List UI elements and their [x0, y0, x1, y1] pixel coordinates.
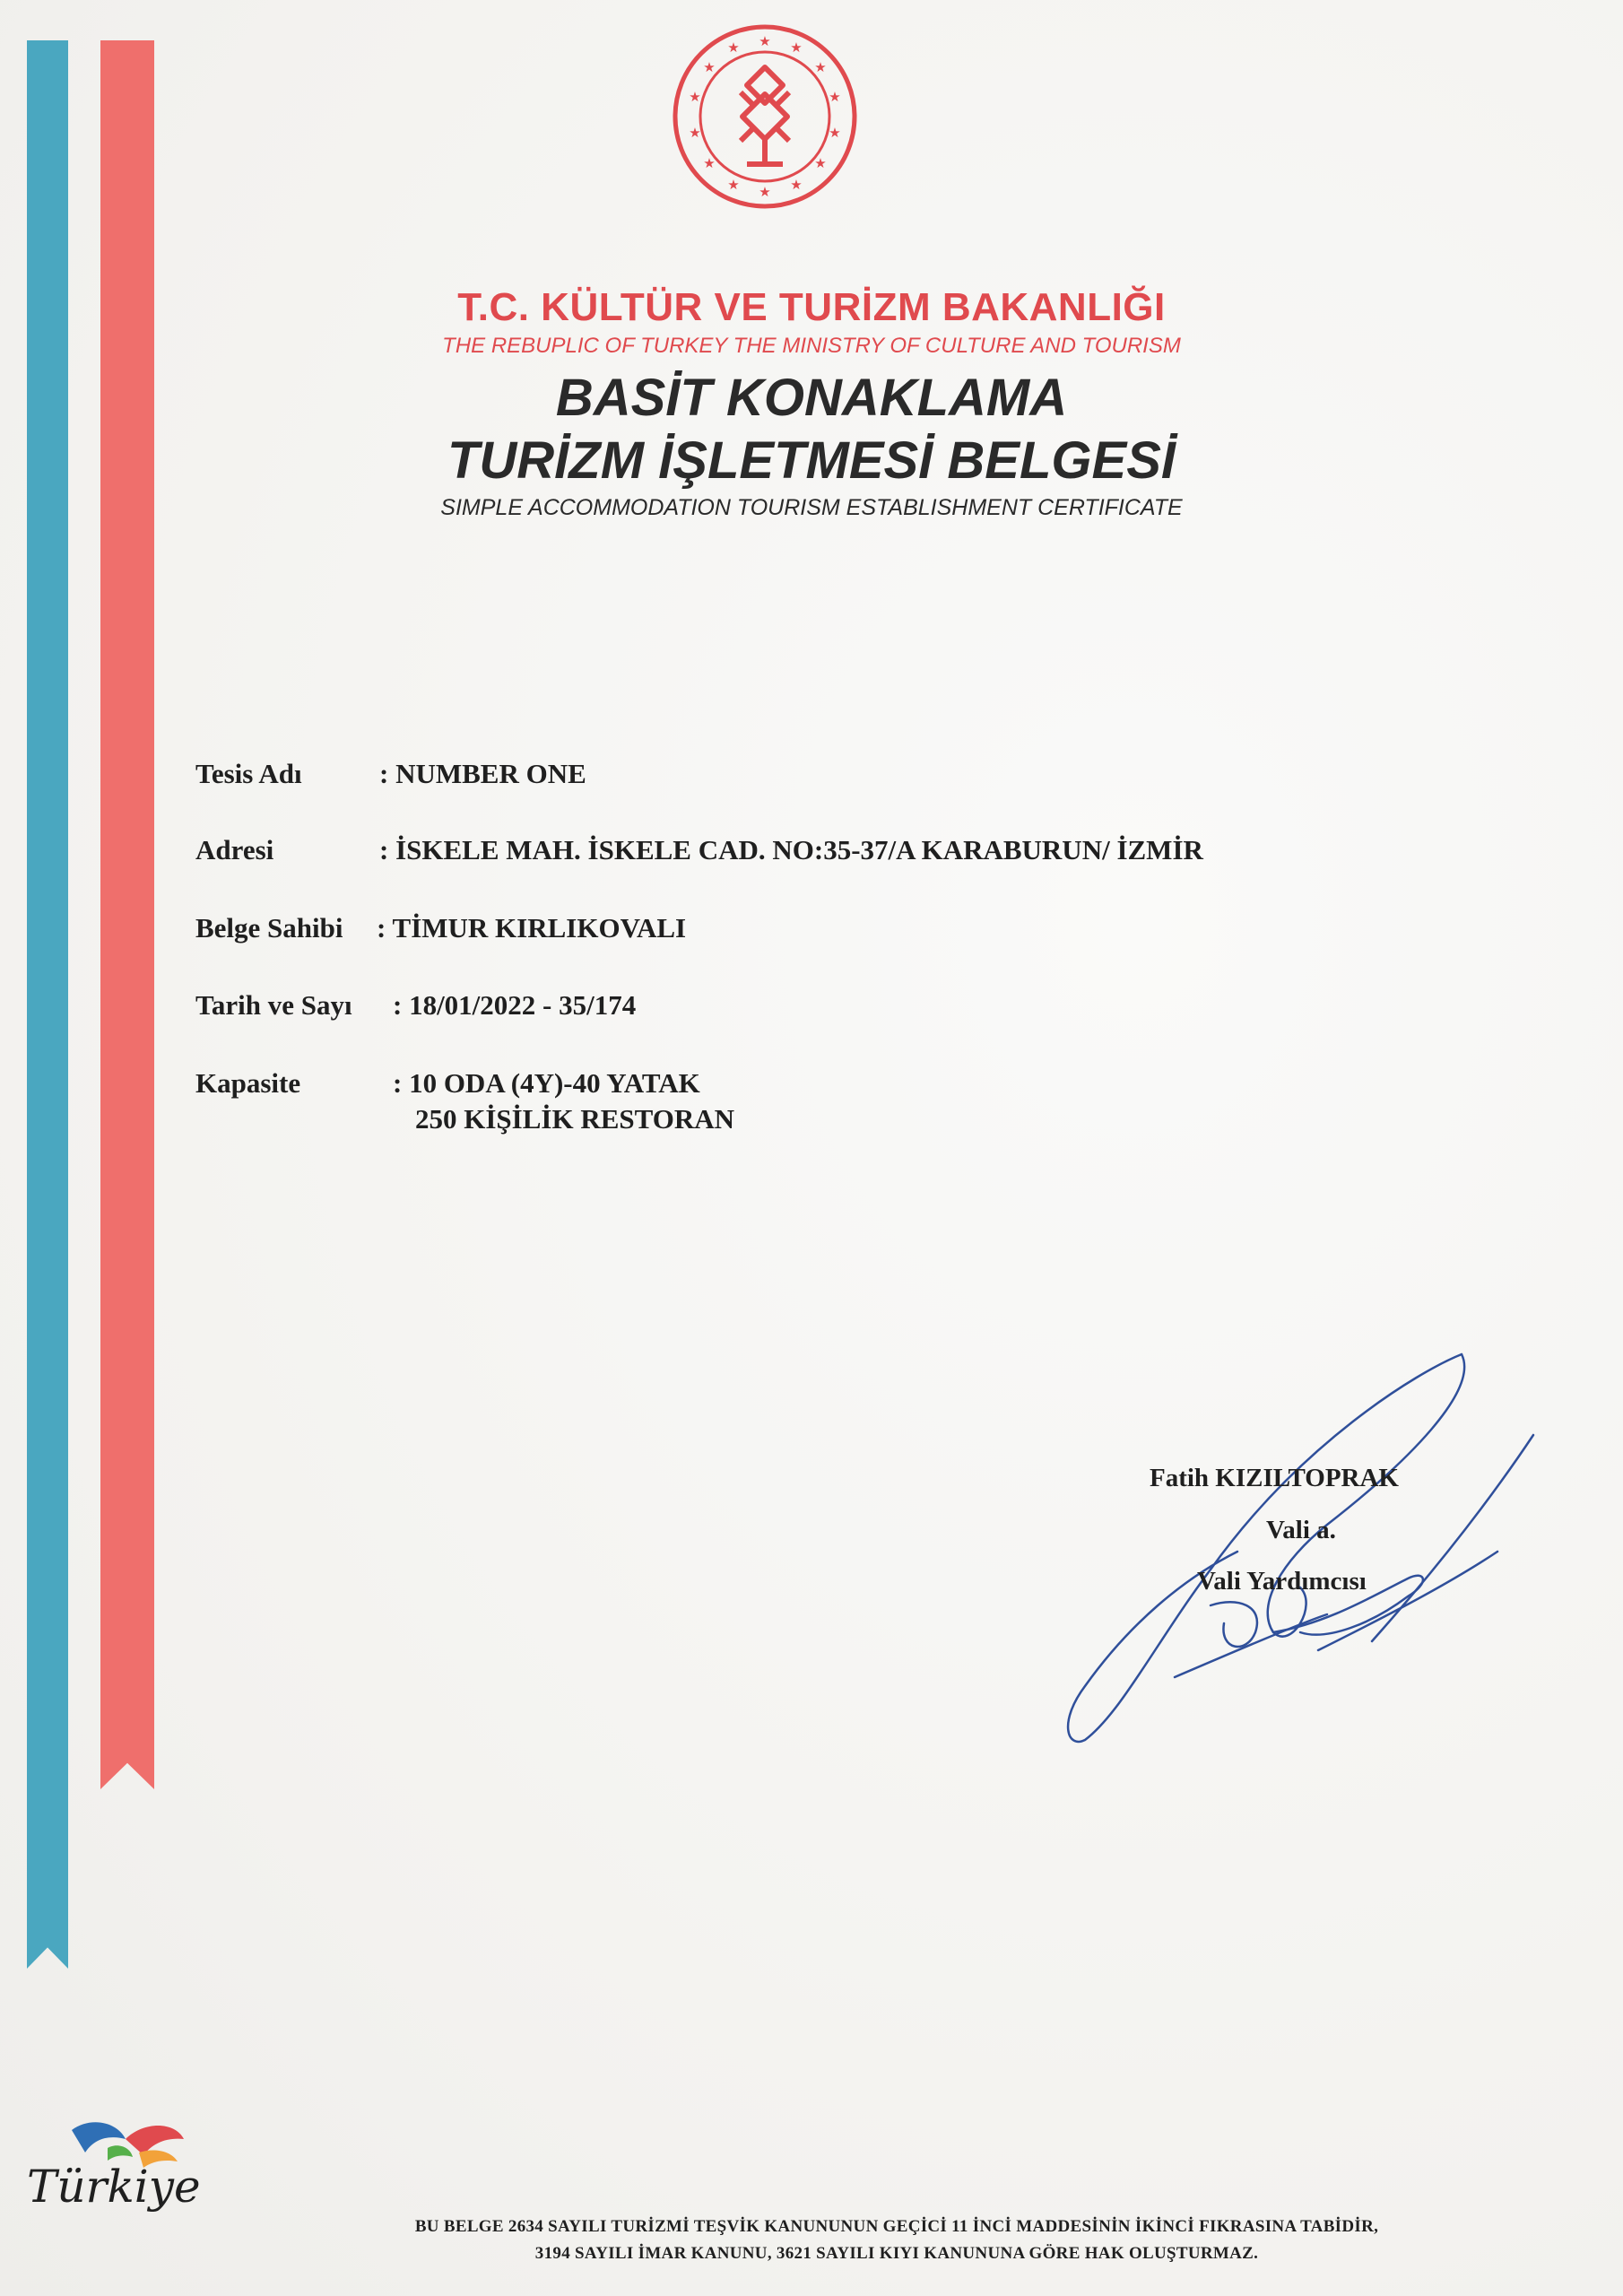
field-adres	[195, 834, 1203, 866]
footer-note-line1: BU BELGE 2634 SAYILI TURİZMİ TEŞVİK KANUNUNUN GEÇİCİ 11 İNCİ MADDESİNİN İKİNCİ FIKRASINA TABİDİR,	[414, 2217, 1379, 2236]
svg-text:★: ★	[814, 59, 827, 75]
svg-text:★: ★	[790, 39, 803, 56]
footer-note-line2: 3194 SAYILI İMAR KANUNU, 3621 SAYILI KIYI KANUNUNA GÖRE HAK OLUŞTURMAZ.	[534, 2244, 1259, 2263]
svg-text:★: ★	[759, 184, 771, 200]
field-label: Belge Sahibi	[195, 912, 343, 944]
field-label: Tarih ve Sayı	[195, 989, 352, 1021]
svg-text:★: ★	[790, 177, 803, 193]
ministry-title-en: THE REBUPLIC OF TURKEY THE MINISTRY OF CULTURE AND TOURISM	[442, 334, 1181, 358]
svg-text:★: ★	[703, 155, 716, 171]
field-value: : 18/01/2022 - 35/174	[393, 989, 637, 1021]
field-label: Tesis Adı	[195, 758, 302, 789]
svg-text:★: ★	[829, 125, 841, 141]
field-kapasite	[195, 1067, 735, 1135]
svg-text:★: ★	[727, 39, 740, 56]
svg-text:★: ★	[727, 177, 740, 193]
turkiye-tulip-logo-icon	[18, 2112, 233, 2220]
svg-text:★: ★	[829, 89, 841, 105]
signatory-title-line1: Vali a.	[1266, 1516, 1336, 1544]
field-label: Kapasite	[195, 1067, 301, 1099]
svg-text:★: ★	[689, 89, 701, 105]
svg-text:★: ★	[703, 59, 716, 75]
field-value: : İSKELE MAH. İSKELE CAD. NO:35-37/A KARABURUN/ İZMİR	[379, 834, 1203, 865]
certificate-title-line2: TURİZM İŞLETMESİ BELGESİ	[447, 431, 1176, 490]
field-label: Adresi	[195, 834, 274, 865]
ministry-emblem-icon	[671, 22, 859, 211]
field-tarih-sayi	[195, 989, 637, 1022]
svg-text:★: ★	[689, 125, 701, 141]
svg-text:★: ★	[814, 155, 827, 171]
signatory-title-line2: Vali Yardımcısı	[1197, 1567, 1367, 1596]
signatory-name: Fatih KIZILTOPRAK	[1150, 1464, 1399, 1492]
svg-text:★: ★	[759, 33, 771, 49]
certificate-subtitle-en: SIMPLE ACCOMMODATION TOURISM ESTABLISHMENT CERTIFICATE	[440, 495, 1183, 520]
field-belge-sahibi	[195, 912, 687, 944]
field-value-line2: 250 KİŞİLİK RESTORAN	[415, 1103, 735, 1135]
field-value: : TİMUR KIRLIKOVALI	[377, 912, 687, 944]
field-value: : 10 ODA (4Y)-40 YATAK	[393, 1067, 700, 1099]
certificate-title-line1: BASİT KONAKLAMA	[555, 369, 1068, 427]
field-value: : NUMBER ONE	[379, 758, 586, 789]
field-tesis	[195, 758, 586, 790]
ministry-title-tr: T.C. KÜLTÜR VE TURİZM BAKANLIĞI	[457, 285, 1166, 329]
turkiye-logo-text: Türkiye	[27, 2161, 201, 2213]
